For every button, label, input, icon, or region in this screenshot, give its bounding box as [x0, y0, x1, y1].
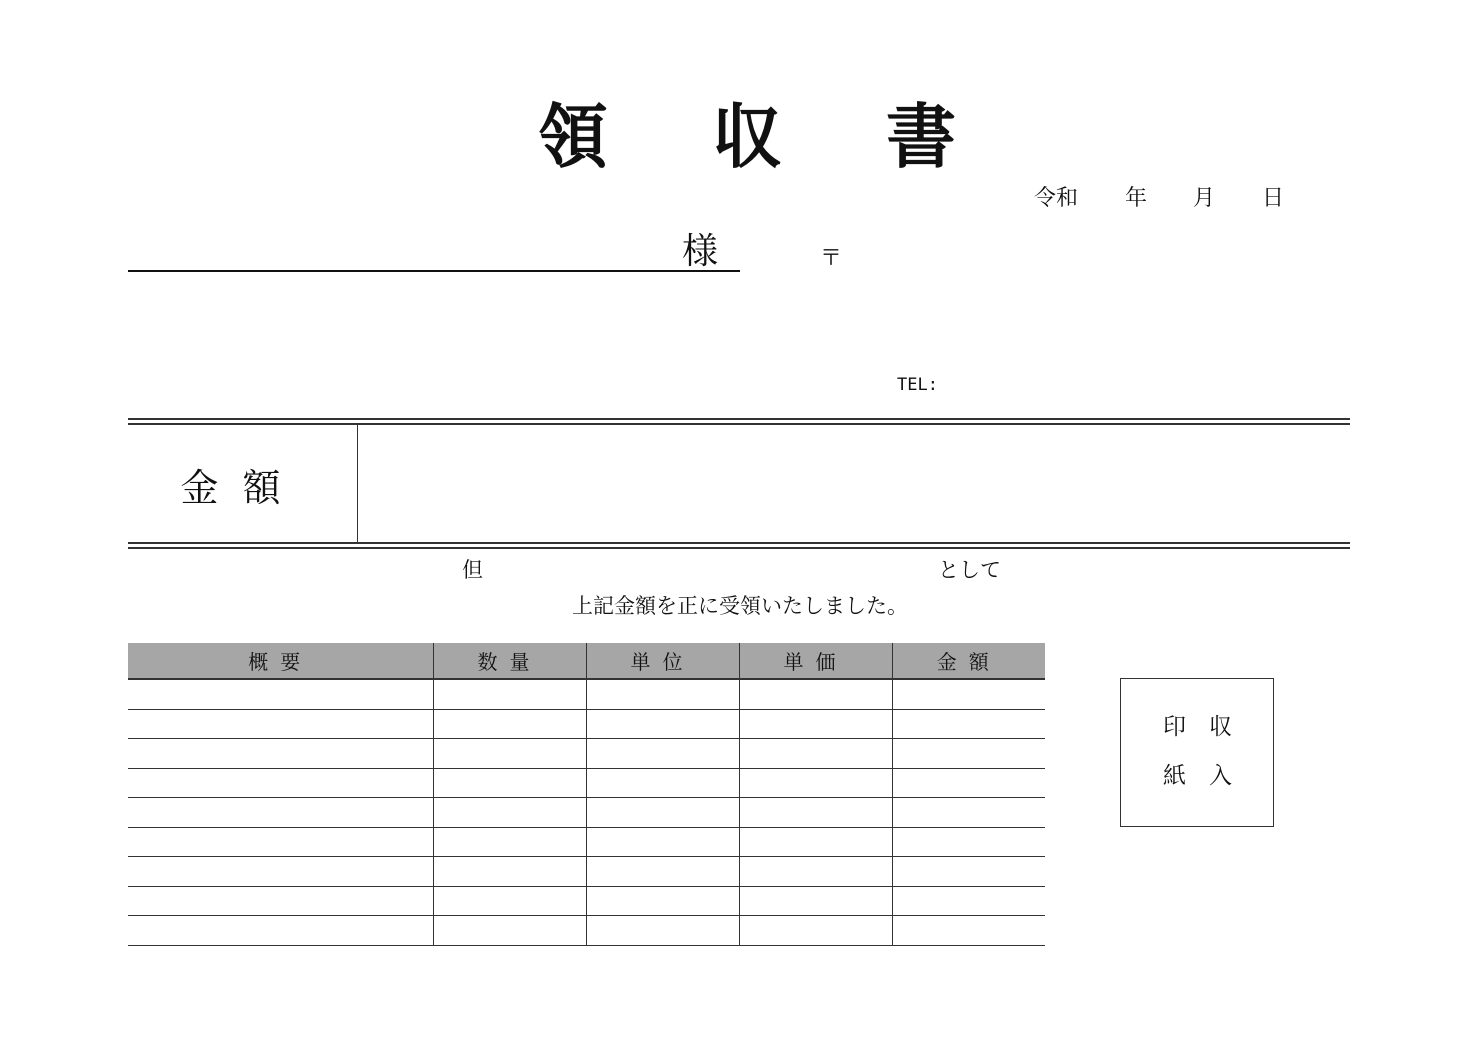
- cell-quantity[interactable]: [433, 798, 586, 828]
- purpose-prefix: 但: [462, 558, 483, 582]
- items-table: [128, 643, 1045, 946]
- cell-description[interactable]: [128, 886, 433, 916]
- table-row: [128, 768, 1045, 798]
- cell-unit-price[interactable]: [739, 739, 892, 769]
- header-description: 概要: [128, 643, 433, 679]
- stamp-char-shi: 紙: [1163, 763, 1186, 789]
- recipient-underline: [128, 270, 740, 272]
- cell-quantity[interactable]: [433, 739, 586, 769]
- cell-description[interactable]: [128, 857, 433, 887]
- date-row: [1000, 184, 1320, 214]
- table-row: [128, 827, 1045, 857]
- table-row: [128, 739, 1045, 769]
- cell-amount[interactable]: [892, 798, 1045, 828]
- header-quantity: 数量: [433, 643, 586, 679]
- title-char-1: 領: [538, 95, 608, 178]
- revenue-stamp-box: [1120, 678, 1274, 827]
- stamp-char-in: 印: [1163, 714, 1186, 740]
- tel-value[interactable]: [945, 374, 1245, 396]
- amount-bottom-double-rule: [128, 542, 1350, 549]
- cell-quantity[interactable]: [433, 709, 586, 739]
- purpose-suffix: として: [938, 558, 1001, 582]
- table-row: [128, 798, 1045, 828]
- stamp-char-shu: 収: [1209, 714, 1232, 740]
- cell-amount[interactable]: [892, 857, 1045, 887]
- stamp-char-nyu: 入: [1209, 763, 1232, 789]
- cell-unit[interactable]: [586, 857, 739, 887]
- cell-amount[interactable]: [892, 739, 1045, 769]
- header-unit: 単位: [586, 643, 739, 679]
- cell-unit[interactable]: [586, 739, 739, 769]
- cell-quantity[interactable]: [433, 857, 586, 887]
- tel-label: TEL:: [897, 375, 938, 395]
- received-statement: 上記金額を正に受領いたしました。: [572, 594, 908, 618]
- cell-unit[interactable]: [586, 827, 739, 857]
- cell-unit[interactable]: [586, 709, 739, 739]
- amount-divider: [357, 424, 358, 544]
- cell-amount[interactable]: [892, 679, 1045, 709]
- cell-unit-price[interactable]: [739, 857, 892, 887]
- cell-description[interactable]: [128, 739, 433, 769]
- cell-description[interactable]: [128, 679, 433, 709]
- date-year-label: 年: [1125, 186, 1148, 211]
- cell-amount[interactable]: [892, 768, 1045, 798]
- cell-amount[interactable]: [892, 886, 1045, 916]
- amount-label: 金額: [180, 465, 305, 510]
- cell-unit-price[interactable]: [739, 798, 892, 828]
- cell-unit-price[interactable]: [739, 768, 892, 798]
- cell-unit[interactable]: [586, 798, 739, 828]
- cell-unit[interactable]: [586, 679, 739, 709]
- cell-amount[interactable]: [892, 916, 1045, 946]
- items-header-row: [128, 643, 1045, 679]
- cell-description[interactable]: [128, 827, 433, 857]
- cell-description[interactable]: [128, 709, 433, 739]
- cell-unit-price[interactable]: [739, 709, 892, 739]
- cell-amount[interactable]: [892, 827, 1045, 857]
- header-amount: 金額: [892, 643, 1045, 679]
- cell-description[interactable]: [128, 798, 433, 828]
- recipient-honorific: 様: [682, 231, 719, 272]
- table-row: [128, 679, 1045, 709]
- title-char-3: 書: [886, 95, 956, 178]
- cell-unit-price[interactable]: [739, 886, 892, 916]
- cell-quantity[interactable]: [433, 679, 586, 709]
- cell-description[interactable]: [128, 916, 433, 946]
- date-month-label: 月: [1193, 186, 1216, 211]
- postal-mark: 〒: [820, 246, 843, 271]
- cell-quantity[interactable]: [433, 916, 586, 946]
- title-char-2: 収: [712, 95, 782, 178]
- amount-value[interactable]: [370, 424, 1330, 544]
- issuer-address[interactable]: [850, 244, 1330, 354]
- cell-quantity[interactable]: [433, 827, 586, 857]
- date-era: 令和: [1034, 186, 1079, 211]
- cell-unit-price[interactable]: [739, 827, 892, 857]
- cell-amount[interactable]: [892, 709, 1045, 739]
- table-row: [128, 709, 1045, 739]
- table-row: [128, 857, 1045, 887]
- table-row: [128, 916, 1045, 946]
- cell-unit[interactable]: [586, 916, 739, 946]
- cell-unit-price[interactable]: [739, 916, 892, 946]
- cell-unit-price[interactable]: [739, 679, 892, 709]
- purpose-text[interactable]: [500, 556, 920, 584]
- cell-quantity[interactable]: [433, 886, 586, 916]
- header-unit-price: 単価: [739, 643, 892, 679]
- cell-unit[interactable]: [586, 768, 739, 798]
- cell-quantity[interactable]: [433, 768, 586, 798]
- date-day-label: 日: [1262, 186, 1285, 211]
- cell-unit[interactable]: [586, 886, 739, 916]
- recipient-name[interactable]: [140, 236, 670, 268]
- table-row: [128, 886, 1045, 916]
- document-title: [0, 92, 1480, 182]
- cell-description[interactable]: [128, 768, 433, 798]
